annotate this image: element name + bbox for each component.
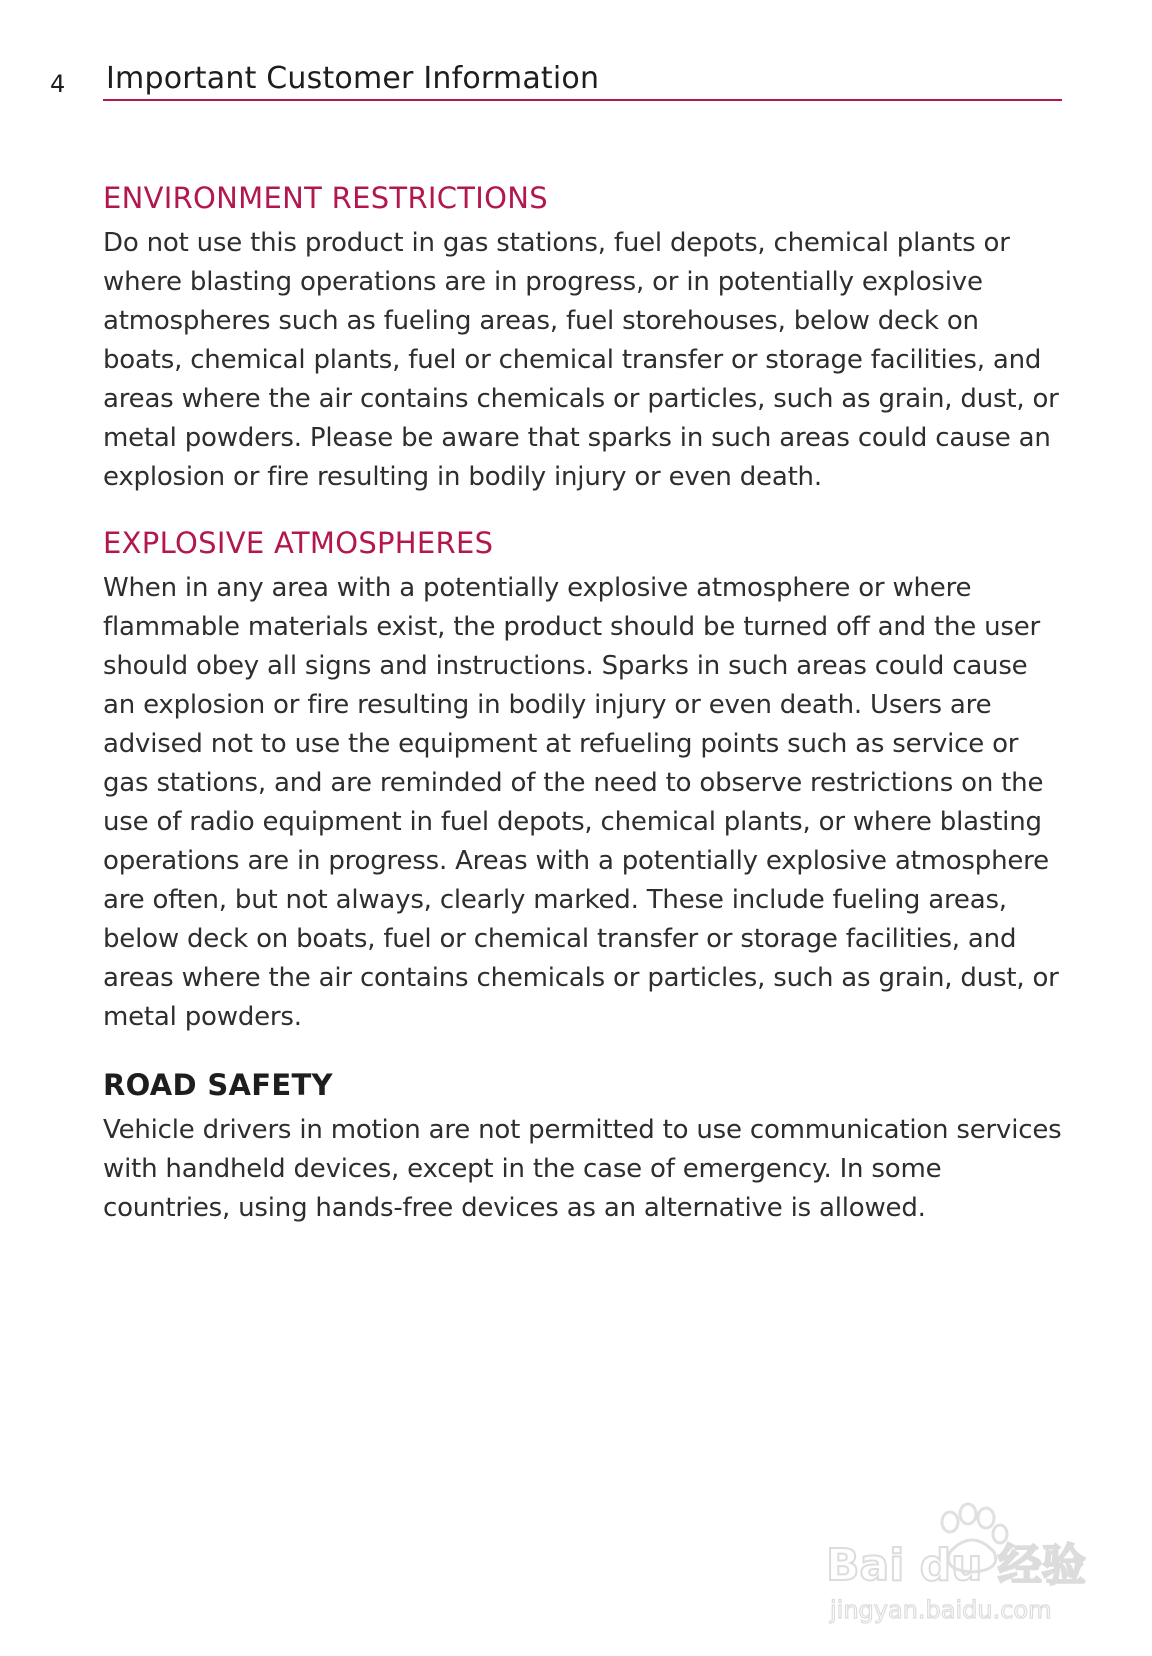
section-environment-restrictions bbox=[103, 178, 1063, 497]
baidu-jingyan-watermark bbox=[822, 1500, 1092, 1630]
header-divider bbox=[103, 99, 1062, 101]
section-heading-road-safety: ROAD SAFETY bbox=[103, 1068, 333, 1102]
section-body-environment-restrictions: Do not use this product in gas stations, fuel depots, chemical plants or where blasting operations are in progress, or in potentially explosive atmospheres such as fueling areas, fuel storehouses, below deck on boats, chemical plants, fuel or chemical transfer or storage facilities, and areas where the air contains chemicals or particles, such as grain, dust, or metal powders. Please be aware that sparks in such areas could cause an explosion or fire resulting in bodily injury or even death. bbox=[103, 228, 1059, 492]
section-heading-explosive-atmospheres: EXPLOSIVE ATMOSPHERES bbox=[103, 526, 494, 560]
section-body-road-safety: Vehicle drivers in motion are not permitted to use communication services with handheld devices, except in the case of emergency. In some countries, using hands-free devices as an alternative is allowed. bbox=[103, 1115, 1062, 1223]
section-body-explosive-atmospheres: When in any area with a potentially explosive atmosphere or where flammable materials exist, the product should be turned off and the user should obey all signs and instructions. Sparks in such areas could cause an explosion or fire resulting in bodily injury or even death. Users are advised not to use the equipment at refueling points such as service or gas stations, and are reminded of the need to observe restrictions on the use of radio equipment in fuel depots, chemical plants, or where blasting operations are in progress. Areas with a potentially explosive atmosphere are often, but not always, clearly marked. These include fueling areas, below deck on boats, fuel or chemical transfer or storage facilities, and areas where the air contains chemicals or particles, such as grain, dust, or metal powders. bbox=[103, 573, 1059, 1032]
page-title: Important Customer Information bbox=[106, 61, 600, 96]
page-header bbox=[50, 60, 1062, 100]
section-road-safety bbox=[103, 1065, 1063, 1228]
section-heading-environment-restrictions: ENVIRONMENT RESTRICTIONS bbox=[103, 181, 548, 215]
section-explosive-atmospheres bbox=[103, 523, 1063, 1037]
page-number: 4 bbox=[50, 70, 66, 98]
document-body bbox=[103, 178, 1063, 1228]
watermark-url: jingyan.baidu.com bbox=[830, 1596, 1052, 1624]
watermark-brand: Bai du 经验 bbox=[826, 1540, 1086, 1591]
